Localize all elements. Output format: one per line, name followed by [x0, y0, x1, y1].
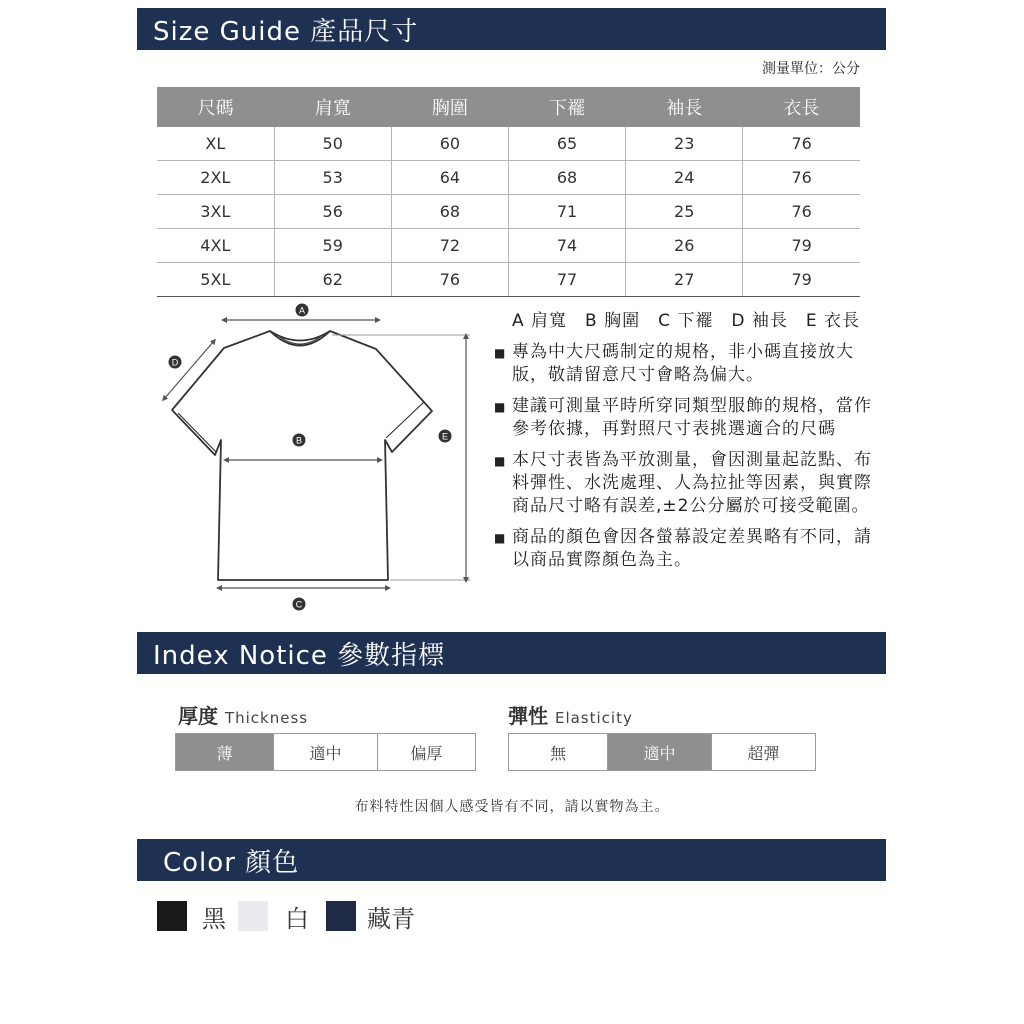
table-row [157, 263, 860, 297]
table-cell: 62 [274, 263, 391, 297]
size-table [157, 87, 860, 297]
fabric-note: 布料特性因個人感受皆有不同，請以實物為主。 [354, 799, 670, 815]
table-cell: 60 [391, 127, 508, 161]
note-text: 商品的顏色會因各螢幕設定差異略有不同，請以商品實際顏色為主。 [512, 527, 872, 570]
thickness-label-zh: 厚度 [178, 704, 218, 728]
elasticity-option-none: 無 [509, 734, 608, 770]
header-sleeve: 袖長 [626, 87, 743, 127]
table-row [157, 161, 860, 195]
unit-label: 測量單位：公分 [762, 61, 860, 77]
table-cell: 50 [274, 127, 391, 161]
table-cell: 71 [508, 195, 625, 229]
color-label-navy: 藏青 [367, 905, 415, 933]
thickness-scale [175, 733, 476, 771]
note-text: 專為中大尺碼制定的規格，非小碼直接放大版，敬請留意尺寸會略為偏大。 [512, 342, 854, 385]
size-guide-banner [137, 8, 886, 50]
header-length: 衣長 [743, 87, 860, 127]
elasticity-label-zh: 彈性 [508, 704, 548, 728]
table-cell: 59 [274, 229, 391, 263]
header-chest: 胸圍 [391, 87, 508, 127]
header-hem: 下襬 [508, 87, 625, 127]
note-text: 建議可測量平時所穿同類型服飾的規格，當作參考依據，再對照尺寸表挑選適合的尺碼 [512, 396, 872, 439]
table-cell: 76 [743, 195, 860, 229]
table-cell: 74 [508, 229, 625, 263]
table-cell: 53 [274, 161, 391, 195]
bullet-square-icon: ■ [494, 400, 506, 414]
elasticity-option-medium: 適中 [608, 734, 711, 770]
table-cell: 25 [626, 195, 743, 229]
table-cell: 64 [391, 161, 508, 195]
marker-a: A [298, 305, 306, 316]
table-cell: 4XL [157, 229, 274, 263]
table-cell: 68 [391, 195, 508, 229]
table-cell: 76 [743, 161, 860, 195]
table-row [157, 195, 860, 229]
table-cell: 68 [508, 161, 625, 195]
table-cell: 65 [508, 127, 625, 161]
table-row [157, 127, 860, 161]
note-item [494, 395, 874, 441]
thickness-option-thin: 薄 [176, 734, 274, 770]
note-item [494, 341, 874, 387]
elasticity-scale [508, 733, 816, 771]
note-item [494, 449, 874, 518]
table-cell: 77 [508, 263, 625, 297]
color-title: Color 顏色 [163, 847, 300, 878]
color-swatch-navy [326, 901, 356, 931]
elasticity-label-en: Elasticity [554, 709, 633, 727]
color-label-white: 白 [285, 905, 309, 933]
thickness-heading [178, 700, 308, 729]
size-guide-title: Size Guide 產品尺寸 [153, 16, 419, 47]
table-cell: 2XL [157, 161, 274, 195]
table-cell: 24 [626, 161, 743, 195]
header-size: 尺碼 [157, 87, 274, 127]
index-notice-title: Index Notice 參數指標 [153, 640, 446, 671]
tshirt-outline [172, 331, 432, 580]
marker-d: D [171, 357, 179, 368]
index-notice-banner [137, 632, 886, 674]
color-label-black: 黑 [202, 905, 226, 933]
table-row [157, 229, 860, 263]
table-cell: 23 [626, 127, 743, 161]
table-cell: 26 [626, 229, 743, 263]
table-cell: 3XL [157, 195, 274, 229]
table-cell: 27 [626, 263, 743, 297]
marker-e: E [441, 431, 449, 442]
bullet-square-icon: ■ [494, 531, 506, 545]
thickness-option-medium: 適中 [274, 734, 377, 770]
table-cell: 72 [391, 229, 508, 263]
color-swatch-black [157, 901, 187, 931]
table-cell: 5XL [157, 263, 274, 297]
elasticity-option-super: 超彈 [747, 743, 780, 763]
thickness-option-thick: 偏厚 [410, 743, 443, 763]
bullet-square-icon: ■ [494, 454, 506, 468]
table-cell: 76 [391, 263, 508, 297]
color-swatch-white [238, 901, 268, 931]
measurement-legend: A 肩寬 B 胸圍 C 下襬 D 袖長 E 衣長 [512, 311, 861, 331]
table-cell: 76 [743, 127, 860, 161]
elasticity-heading [508, 700, 633, 729]
size-table-header-row [157, 87, 860, 127]
marker-c: C [295, 599, 303, 610]
table-cell: 79 [743, 263, 860, 297]
tshirt-measurement-diagram [160, 298, 480, 618]
thickness-label-en: Thickness [224, 709, 309, 727]
table-cell: XL [157, 127, 274, 161]
table-cell: 79 [743, 229, 860, 263]
note-text: 本尺寸表皆為平放測量，會因測量起訖點、布料彈性、水洗處理、人為拉扯等因素，與實際商品尺寸略有誤差,±2公分屬於可接受範圍。 [512, 450, 872, 516]
bullet-square-icon: ■ [494, 346, 506, 360]
header-shoulder: 肩寬 [274, 87, 391, 127]
size-notes [494, 310, 874, 580]
color-banner [137, 839, 886, 881]
marker-b: B [295, 435, 303, 446]
note-item [494, 526, 874, 572]
table-cell: 56 [274, 195, 391, 229]
